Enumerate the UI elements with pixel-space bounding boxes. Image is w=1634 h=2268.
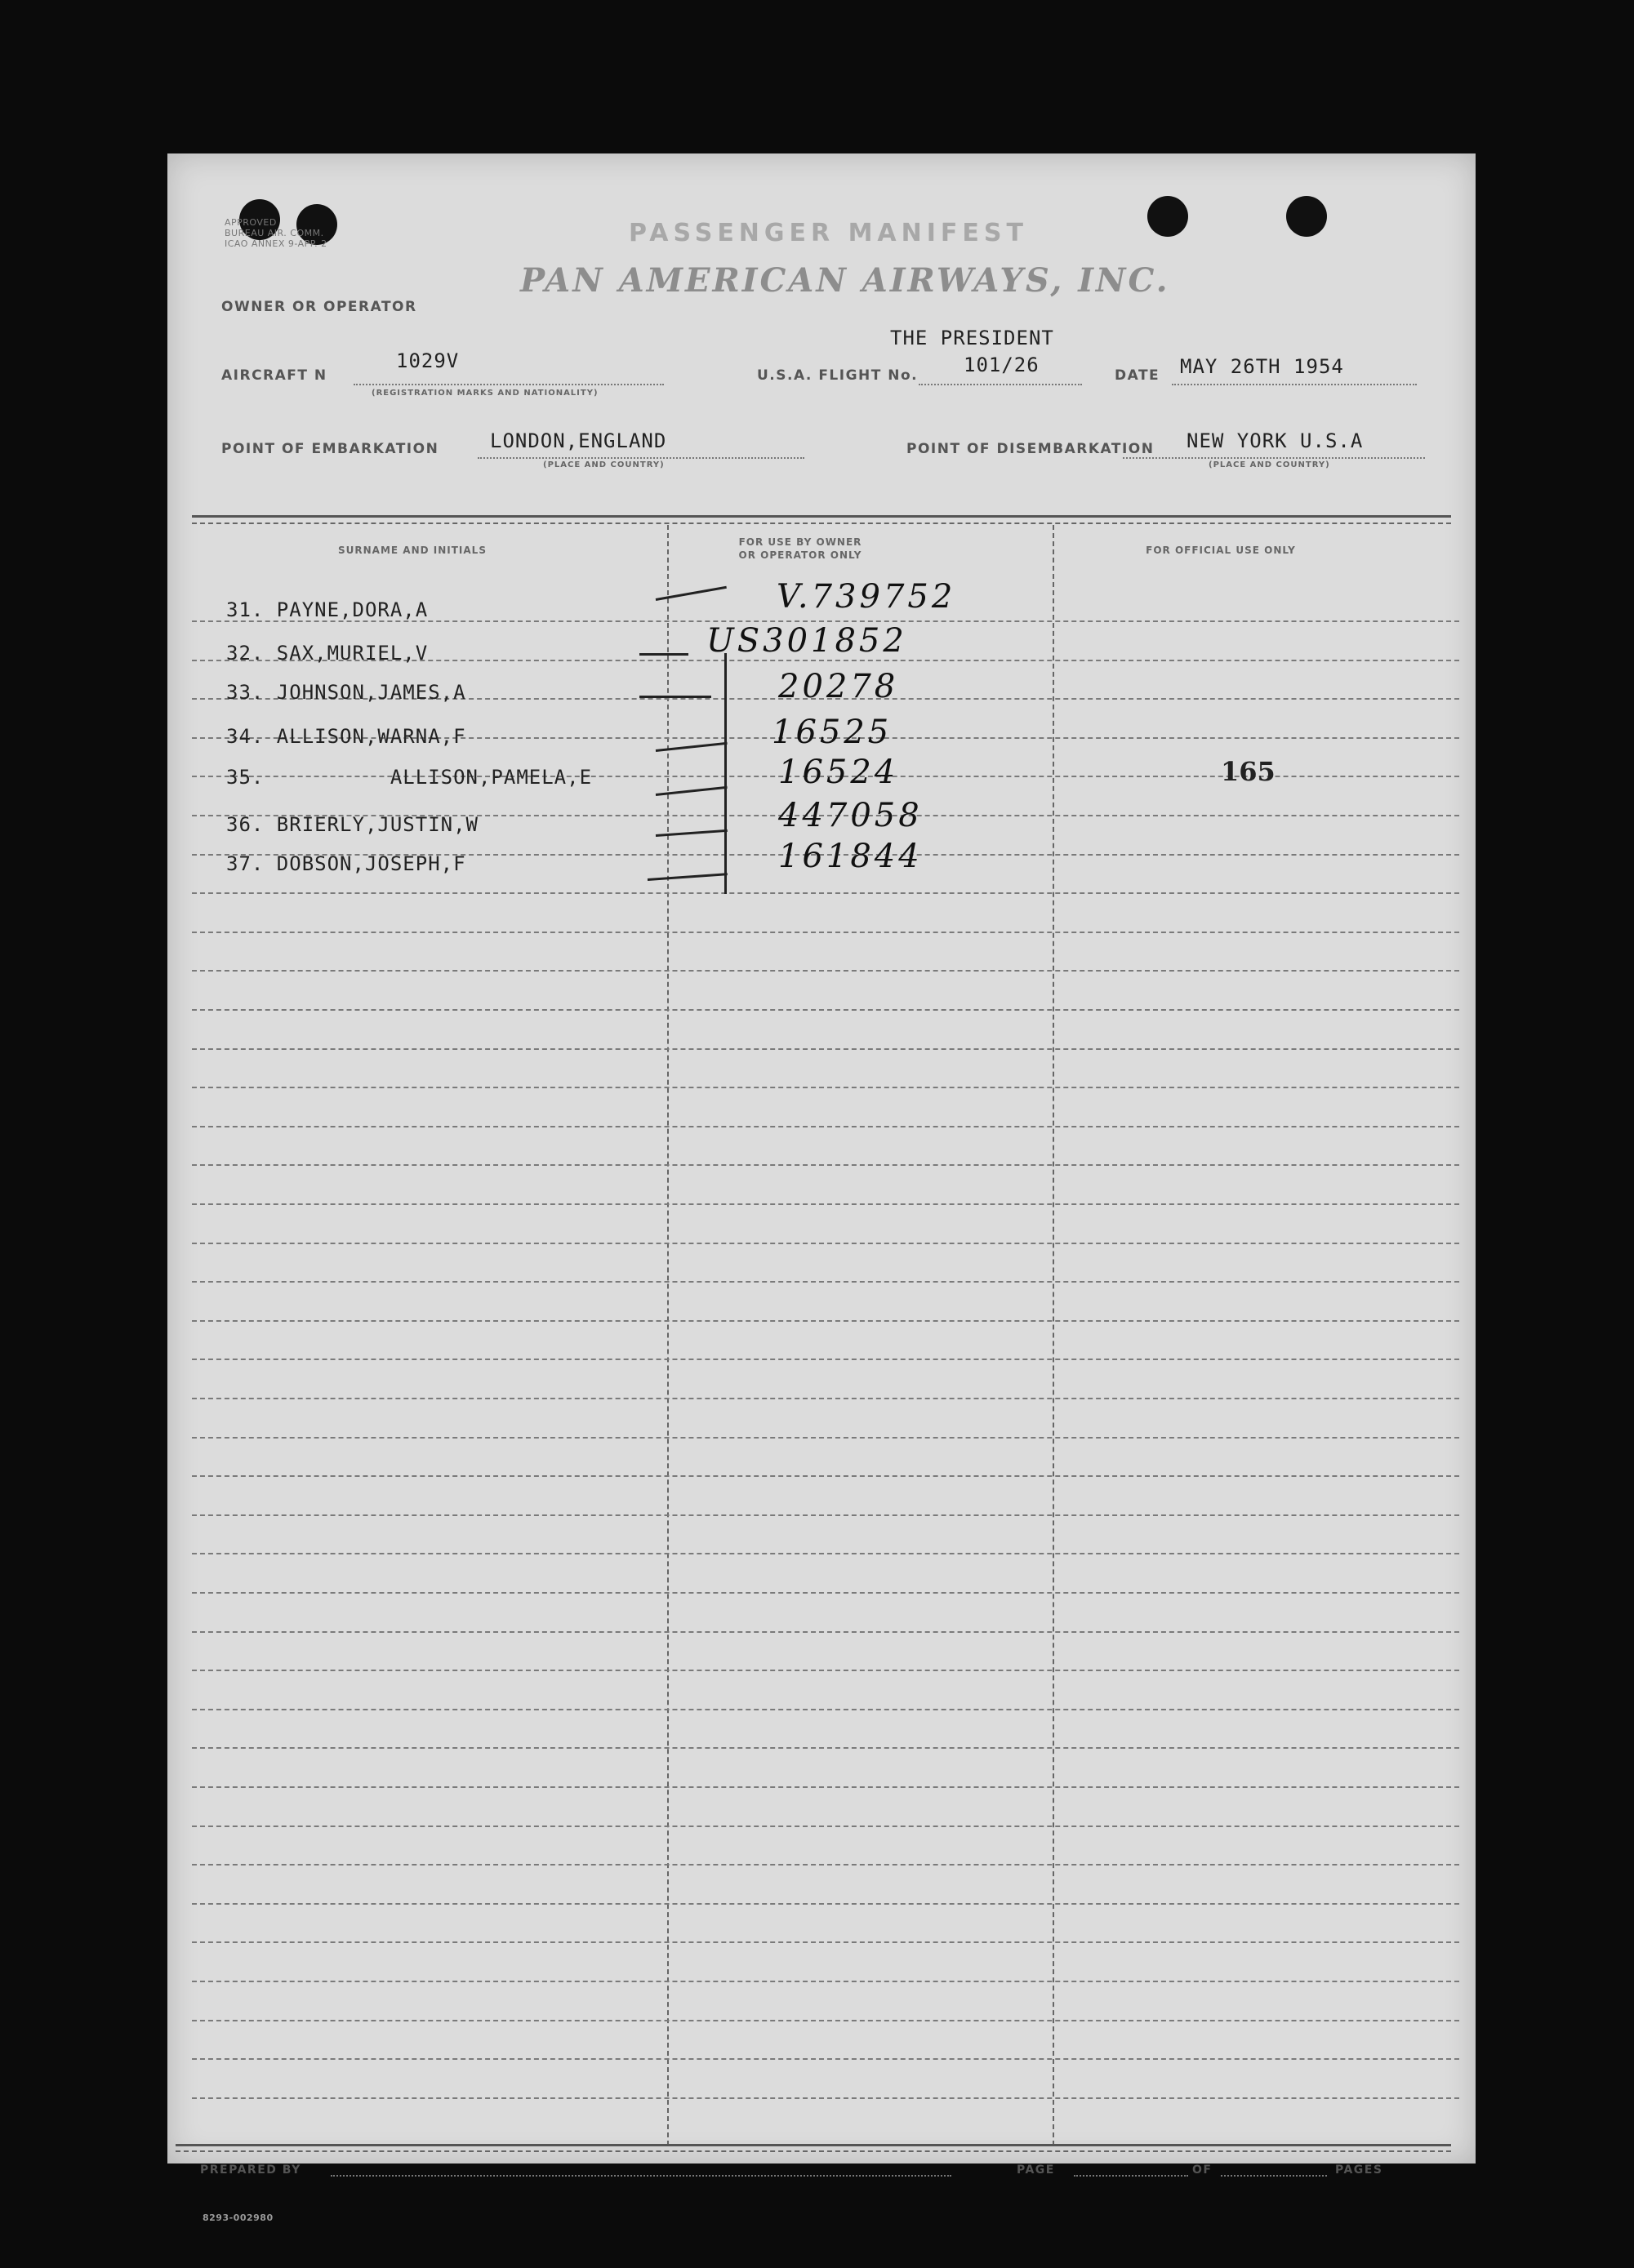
date-label: DATE [1115,367,1160,384]
ruled-line [192,1592,1459,1594]
ruled-line [192,2058,1459,2060]
disembark-sublabel: (PLACE AND COUNTRY) [1209,460,1330,469]
ruled-line [192,1826,1459,1827]
flight-underline [919,384,1082,385]
ruled-line [192,1981,1459,1982]
date-value: MAY 26TH 1954 [1180,355,1344,378]
ruled-line [192,1087,1459,1088]
passenger-name: 37. DOBSON,JOSEPH,F [226,852,466,875]
disembark-underline [1123,457,1425,459]
ruled-line [192,1514,1459,1516]
ruled-line [192,1203,1459,1205]
flight-label: U.S.A. FLIGHT No. [757,367,919,384]
page-underline [1074,2175,1188,2177]
ruled-line [192,932,1459,933]
aircraft-value: 1029V [396,349,460,372]
ruled-line [192,1553,1459,1554]
col-header-official: FOR OFFICIAL USE ONLY [1146,545,1296,556]
prepared-by-underline [331,2175,951,2177]
passenger-ticket: 20278 [778,668,899,705]
vessel-name: THE PRESIDENT [890,327,1054,349]
table-bottom-rule [176,2144,1451,2146]
punch-hole-right-2 [1286,196,1327,237]
form-code: 8293-002980 [203,2212,274,2223]
embark-sublabel: (PLACE AND COUNTRY) [543,460,665,469]
passenger-name: 32. SAX,MURIEL,V [226,642,429,665]
embark-value: LONDON,ENGLAND [490,429,667,452]
passenger-ticket: V.739752 [777,578,956,616]
ruled-line [192,2097,1459,2099]
ruled-line [192,1126,1459,1127]
passenger-ticket: 16524 [778,754,899,791]
form-title: PASSENGER MANIFEST [629,219,1028,247]
approval-text: APPROVED BUREAU AIR. COMM. ICAO ANNEX 9-APP. 2 [225,217,327,249]
disembark-value: NEW YORK U.S.A [1187,429,1364,452]
passenger-name: 31. PAYNE,DORA,A [226,598,429,621]
company-name: PAN AMERICAN AIRWAYS, INC. [520,261,1170,300]
passenger-name: 34. ALLISON,WARNA,F [226,725,466,748]
check-mark [656,586,727,601]
of-underline [1221,2175,1327,2177]
ruled-line [192,1941,1459,1943]
check-mark [639,696,711,698]
ruled-line [192,1359,1459,1360]
ruled-line [192,1670,1459,1671]
ruled-line [192,1048,1459,1050]
embark-underline [478,457,804,459]
passenger-ticket: 16525 [772,714,893,751]
owner-label: OWNER OR OPERATOR [221,299,417,315]
ruled-line [192,1320,1459,1322]
ruled-line [192,1709,1459,1710]
manifest-sheet [167,153,1476,2177]
embark-label: POINT OF EMBARKATION [221,441,439,457]
bracket-mark [724,653,727,894]
ruled-line [192,1864,1459,1866]
pages-label: PAGES [1335,2163,1383,2177]
col-header-operator: FOR USE BY OWNER OR OPERATOR ONLY [738,536,862,561]
table-bottom-rule-2 [176,2150,1451,2152]
disembark-label: POINT OF DISEMBARKATION [906,441,1155,457]
ruled-line [192,1475,1459,1477]
ruled-line [192,1009,1459,1011]
page-label: PAGE [1017,2163,1055,2177]
ruled-line [192,970,1459,972]
punch-hole-right-1 [1147,196,1188,237]
aircraft-label: AIRCRAFT N [221,367,327,384]
aircraft-sublabel: (REGISTRATION MARKS AND NATIONALITY) [372,389,599,398]
ruled-line [192,1164,1459,1166]
official-stamp-number: 165 [1221,756,1276,787]
passenger-name: 35. ALLISON,PAMELA,E [226,766,593,789]
ruled-line [192,1631,1459,1633]
table-top-rule [192,515,1451,518]
prepared-by-label: PREPARED BY [200,2163,301,2177]
ruled-line [192,1903,1459,1905]
ruled-line [192,1786,1459,1788]
ruled-line [192,1398,1459,1399]
flight-value: 101/26 [964,354,1040,376]
ruled-line [192,1281,1459,1283]
ruled-line [192,892,1459,894]
passenger-name: 33. JOHNSON,JAMES,A [226,681,466,704]
ruled-line [192,1243,1459,1244]
passenger-name: 36. BRIERLY,JUSTIN,W [226,813,479,836]
ruled-line [192,1437,1459,1439]
ruled-line [192,1747,1459,1749]
ruled-line [192,2020,1459,2021]
passenger-ticket: US301852 [706,622,907,660]
of-label: OF [1192,2163,1213,2177]
check-mark [648,873,728,881]
col-header-surname: SURNAME AND INITIALS [338,545,487,556]
table-top-rule-2 [192,523,1451,524]
passenger-ticket: 447058 [778,797,923,834]
aircraft-underline [354,384,664,385]
date-underline [1172,384,1417,385]
passenger-ticket: 161844 [778,838,923,875]
check-mark [639,653,688,656]
